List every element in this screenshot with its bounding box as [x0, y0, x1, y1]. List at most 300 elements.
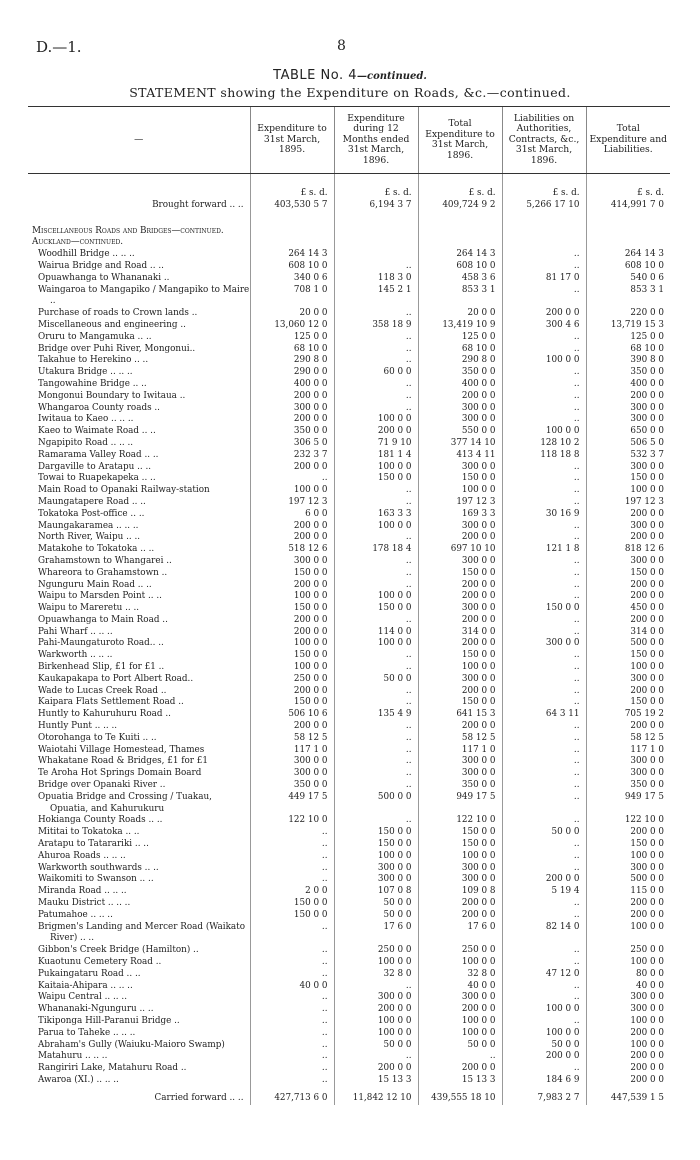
row-value-cell: 200 0 0 [418, 532, 502, 544]
row-value-cell: 150 0 0 [586, 697, 670, 709]
row-value-cell: 184 6 9 [502, 1075, 586, 1087]
row-value-cell: 58 12 5 [418, 733, 502, 745]
col-header-exp-12-months: Expenditure during 12 Months ended 31st March, 1896. [334, 107, 418, 174]
row-value-cell: .. [502, 898, 586, 910]
table-row [28, 898, 670, 910]
row-description: Iwitaua to Kaeo .. .. .. [38, 414, 134, 425]
row-description: Purchase of roads to Crown lands .. [38, 308, 198, 319]
row-description: Otorohanga to Te Kuiti .. .. [38, 732, 157, 743]
bf-cell: 414,991 7 0 [586, 200, 670, 212]
row-value-cell: 150 0 0 [586, 473, 670, 485]
row-value-cell: 150 0 0 [586, 650, 670, 662]
row-description: Waikomiti to Swanson .. .. [38, 874, 154, 885]
row-description: Mongonui Boundary to Iwitaua .. [38, 390, 186, 401]
row-value-cell: .. [502, 745, 586, 757]
row-value-cell: 125 0 0 [250, 332, 334, 344]
row-value-cell: 100 0 0 [250, 485, 334, 497]
row-value-cell: .. [502, 615, 586, 627]
row-value-cell: 125 0 0 [586, 332, 670, 344]
table-row [28, 521, 670, 533]
row-value-cell: 197 12 3 [250, 497, 334, 509]
row-value-cell: 250 0 0 [586, 945, 670, 957]
row-value-cell: 650 0 0 [586, 426, 670, 438]
table-row [28, 709, 670, 721]
table-row [28, 827, 670, 839]
row-value-cell: 200 0 0 [586, 910, 670, 922]
row-value-cell: .. [502, 733, 586, 745]
table-row [28, 992, 670, 1004]
row-value-cell: 818 12 6 [586, 544, 670, 556]
row-description: Gibbon's Creek Bridge (Hamilton) .. [38, 945, 199, 956]
units-desc [28, 174, 250, 200]
row-value-cell: .. [502, 721, 586, 733]
row-value-cell: 200 0 0 [250, 686, 334, 698]
row-value-cell: 377 14 10 [418, 438, 502, 450]
row-value-cell: 300 0 0 [586, 556, 670, 568]
row-value-cell: 17 6 0 [418, 922, 502, 946]
row-value-cell: 181 1 4 [334, 450, 418, 462]
table-row [28, 273, 670, 285]
page-number: 8 [337, 38, 346, 54]
row-value-cell: 250 0 0 [250, 674, 334, 686]
row-value-cell: 200 0 0 [418, 721, 502, 733]
row-description: Maungatapere Road .. .. [38, 496, 146, 507]
row-description: Main Road to Opanaki Railway-station [38, 485, 210, 496]
row-value-cell: 100 0 0 [250, 638, 334, 650]
row-value-cell: 350 0 0 [418, 367, 502, 379]
row-value-cell: .. [502, 650, 586, 662]
row-value-cell: 518 12 6 [250, 544, 334, 556]
row-value-cell: .. [502, 367, 586, 379]
row-value-cell: .. [502, 910, 586, 922]
table-title-suffix: —continued. [357, 71, 427, 82]
bf-cell: 403,530 5 7 [250, 200, 334, 212]
row-value-cell: .. [502, 662, 586, 674]
row-value-cell: 300 0 0 [250, 756, 334, 768]
table-row [28, 591, 670, 603]
row-value-cell: 47 12 0 [502, 969, 586, 981]
row-value-cell: 68 10 0 [250, 344, 334, 356]
row-value-cell: .. [250, 1075, 334, 1087]
row-description: Kaukapakapa to Port Albert Road.. [38, 673, 194, 684]
table-row [28, 367, 670, 379]
row-value-cell: 300 4 6 [502, 320, 586, 332]
row-value-cell: .. [334, 332, 418, 344]
row-value-cell: 100 0 0 [418, 485, 502, 497]
section-heading: Miscellaneous Roads and Bridges—continued. [32, 225, 224, 236]
table-row [28, 627, 670, 639]
row-description: Utakura Bridge .. .. .. [38, 367, 133, 378]
row-value-cell: 100 0 0 [586, 922, 670, 946]
row-value-cell: 300 0 0 [418, 603, 502, 615]
row-value-cell: 150 0 0 [334, 473, 418, 485]
cf-cell: 439,555 18 10 [418, 1087, 502, 1105]
table-row [28, 485, 670, 497]
row-value-cell: 30 16 9 [502, 509, 586, 521]
row-value-cell: .. [250, 969, 334, 981]
row-description: Ahuroa Roads .. .. .. [38, 850, 126, 861]
col-header-exp-to-1895: Expenditure to 31st March, 1895. [250, 107, 334, 174]
row-value-cell: 150 0 0 [418, 650, 502, 662]
row-value-cell: 150 0 0 [250, 898, 334, 910]
row-value-cell: .. [334, 780, 418, 792]
row-description: Wairua Bridge and Road .. .. [38, 260, 164, 271]
row-value-cell: 300 0 0 [586, 756, 670, 768]
row-value-cell: 200 0 0 [586, 1063, 670, 1075]
row-value-cell: .. [250, 863, 334, 875]
table-row [28, 308, 670, 320]
table-row [28, 403, 670, 415]
unit-cell: £ s. d. [334, 174, 418, 200]
table-row [28, 615, 670, 627]
row-value-cell: 58 12 5 [586, 733, 670, 745]
row-value-cell: .. [334, 556, 418, 568]
row-description: Warkworth .. .. .. [38, 650, 113, 661]
row-value-cell: 100 0 0 [502, 426, 586, 438]
table-row [28, 686, 670, 698]
row-value-cell: 60 0 0 [334, 367, 418, 379]
row-value-cell: .. [250, 839, 334, 851]
carried-forward-label: Carried forward .. .. [154, 1092, 244, 1103]
row-value-cell: 125 0 0 [418, 332, 502, 344]
row-value-cell: .. [502, 344, 586, 356]
row-value-cell: 200 0 0 [502, 874, 586, 886]
row-value-cell: .. [334, 580, 418, 592]
row-value-cell: 20 0 0 [418, 308, 502, 320]
row-value-cell: .. [502, 686, 586, 698]
row-value-cell: 200 0 0 [586, 532, 670, 544]
row-description: Pahi Wharf .. .. .. [38, 626, 113, 637]
table-title [0, 68, 700, 83]
row-description: Opuawhanga to Whananaki .. [38, 272, 170, 283]
row-value-cell: 200 0 0 [502, 1051, 586, 1063]
row-value-cell: 300 0 0 [586, 403, 670, 415]
row-value-cell: 200 0 0 [586, 1028, 670, 1040]
row-value-cell: .. [502, 261, 586, 273]
row-description: Warkworth southwards .. .. [38, 862, 159, 873]
row-value-cell: 200 0 0 [418, 638, 502, 650]
row-value-cell: 122 10 0 [250, 815, 334, 827]
row-value-cell: 949 17 5 [418, 792, 502, 816]
table-row [28, 414, 670, 426]
row-value-cell: 550 0 0 [418, 426, 502, 438]
row-value-cell: 150 0 0 [502, 603, 586, 615]
row-value-cell: 400 0 0 [586, 379, 670, 391]
row-value-cell: 300 0 0 [250, 768, 334, 780]
row-value-cell: 300 0 0 [586, 863, 670, 875]
row-value-cell: 118 3 0 [334, 273, 418, 285]
row-description: Ramarama Valley Road .. .. [38, 449, 159, 460]
row-value-cell: 197 12 3 [418, 497, 502, 509]
row-value-cell: 290 0 0 [250, 367, 334, 379]
cf-cell: 11,842 12 10 [334, 1087, 418, 1105]
row-value-cell: 169 3 3 [418, 509, 502, 521]
row-value-cell: 109 0 8 [418, 886, 502, 898]
table-row [28, 473, 670, 485]
row-value-cell: .. [334, 686, 418, 698]
row-value-cell: 300 0 0 [250, 556, 334, 568]
col-header-description: — [28, 107, 250, 174]
table-row [28, 556, 670, 568]
row-value-cell: 314 0 0 [418, 627, 502, 639]
table-header-row [28, 107, 670, 174]
row-value-cell: .. [502, 1016, 586, 1028]
carried-forward-row [28, 1087, 670, 1105]
table-row [28, 532, 670, 544]
table-row [28, 509, 670, 521]
row-value-cell: 200 0 0 [586, 827, 670, 839]
table-row [28, 780, 670, 792]
row-value-cell: 32 8 0 [418, 969, 502, 981]
table-row [28, 910, 670, 922]
row-value-cell: 200 0 0 [250, 627, 334, 639]
row-value-cell: 500 0 0 [334, 792, 418, 816]
row-value-cell: .. [502, 391, 586, 403]
brought-forward-label: Brought forward .. .. [152, 199, 244, 210]
row-value-cell: 50 0 0 [334, 910, 418, 922]
row-description: Brigmen's Landing and Mercer Road (Waikato River) .. .. [38, 921, 246, 944]
row-value-cell: 506 10 6 [250, 709, 334, 721]
row-value-cell: 122 10 0 [418, 815, 502, 827]
table-row [28, 851, 670, 863]
row-value-cell: 100 0 0 [334, 591, 418, 603]
row-value-cell: .. [502, 414, 586, 426]
row-value-cell: 100 0 0 [586, 851, 670, 863]
table-row [28, 603, 670, 615]
section-heading-row [28, 212, 670, 238]
cf-cell: 427,713 6 0 [250, 1087, 334, 1105]
row-value-cell: 300 0 0 [586, 992, 670, 1004]
row-description: Whangaroa County roads .. [38, 402, 160, 413]
unit-cell: £ s. d. [418, 174, 502, 200]
row-description: Takahue to Herekino .. .. [38, 355, 149, 366]
table-row [28, 945, 670, 957]
table-row [28, 426, 670, 438]
row-value-cell: 200 0 0 [586, 721, 670, 733]
row-value-cell: 350 0 0 [418, 780, 502, 792]
row-value-cell: 150 0 0 [418, 839, 502, 851]
row-value-cell: 40 0 0 [418, 981, 502, 993]
row-value-cell: 115 0 0 [586, 886, 670, 898]
row-value-cell: 350 0 0 [250, 426, 334, 438]
doc-reference: D.—1. [36, 38, 82, 56]
row-description: Rangiriri Lake, Matahuru Road .. [38, 1063, 187, 1074]
row-value-cell: 264 14 3 [418, 249, 502, 261]
row-value-cell: 300 0 0 [418, 674, 502, 686]
table-row [28, 344, 670, 356]
row-description: Oruru to Mangamuka .. .. [38, 331, 152, 342]
row-value-cell: 50 0 0 [502, 1040, 586, 1052]
row-value-cell: 200 0 0 [418, 898, 502, 910]
row-description: Aratapu to Tatarariki .. .. [38, 839, 149, 850]
row-value-cell: 200 0 0 [418, 686, 502, 698]
table-row [28, 462, 670, 474]
row-value-cell: 450 0 0 [586, 603, 670, 615]
row-value-cell: 608 10 0 [250, 261, 334, 273]
table-row [28, 580, 670, 592]
row-value-cell: 314 0 0 [586, 627, 670, 639]
row-value-cell: 250 0 0 [334, 945, 418, 957]
table-row [28, 981, 670, 993]
table-row [28, 662, 670, 674]
row-value-cell: 200 0 0 [586, 391, 670, 403]
row-value-cell: .. [502, 815, 586, 827]
row-value-cell: 200 0 0 [418, 591, 502, 603]
row-value-cell: 150 0 0 [418, 697, 502, 709]
table-row [28, 792, 670, 816]
row-value-cell: 300 0 0 [418, 874, 502, 886]
row-value-cell: 100 0 0 [418, 851, 502, 863]
row-value-cell: .. [250, 1028, 334, 1040]
row-value-cell: 114 0 0 [334, 627, 418, 639]
row-value-cell: 100 0 0 [334, 414, 418, 426]
row-value-cell: 300 0 0 [586, 414, 670, 426]
row-value-cell: 135 4 9 [334, 709, 418, 721]
brought-forward-row [28, 200, 670, 212]
row-description: Awaroa (XI.) .. .. .. [38, 1074, 119, 1085]
row-value-cell: .. [502, 591, 586, 603]
row-value-cell: .. [334, 497, 418, 509]
row-value-cell: 358 18 9 [334, 320, 418, 332]
row-value-cell: .. [250, 922, 334, 946]
row-value-cell: 300 0 0 [586, 462, 670, 474]
row-value-cell: 264 14 3 [586, 249, 670, 261]
row-value-cell: 200 0 0 [250, 521, 334, 533]
row-value-cell: 150 0 0 [586, 568, 670, 580]
table-row [28, 285, 670, 309]
table-row [28, 863, 670, 875]
table-row [28, 391, 670, 403]
row-value-cell: 300 0 0 [418, 403, 502, 415]
unit-cell: £ s. d. [502, 174, 586, 200]
row-value-cell: 300 0 0 [586, 768, 670, 780]
row-value-cell: 200 0 0 [586, 898, 670, 910]
row-value-cell: 150 0 0 [334, 827, 418, 839]
row-description: Mauku District .. .. .. [38, 898, 131, 909]
row-value-cell: 150 0 0 [418, 473, 502, 485]
row-description: Hokianga County Roads .. .. [38, 815, 163, 826]
row-description: Opuawhanga to Main Road .. [38, 614, 168, 625]
row-description: Whakatane Road & Bridges, £1 for £1 [38, 756, 208, 767]
col-header-liabilities: Liabilities on Authorities, Contracts, &c., 31st March, 1896. [502, 107, 586, 174]
row-description: Grahamstown to Whangarei .. [38, 555, 172, 566]
table-row [28, 874, 670, 886]
row-value-cell: .. [502, 556, 586, 568]
row-description: Whananaki-Ngunguru .. .. [38, 1004, 154, 1015]
row-value-cell: .. [334, 403, 418, 415]
row-description: Huntly to Kahuruhuru Road .. [38, 709, 171, 720]
row-value-cell: 500 0 0 [586, 638, 670, 650]
row-value-cell: 17 6 0 [334, 922, 418, 946]
row-value-cell: 100 0 0 [586, 1016, 670, 1028]
row-description: Wade to Lucas Creek Road .. [38, 685, 167, 696]
row-value-cell: 300 0 0 [418, 521, 502, 533]
row-value-cell: 350 0 0 [250, 780, 334, 792]
table-row [28, 568, 670, 580]
row-value-cell: 100 0 0 [334, 957, 418, 969]
row-description: Mititai to Tokatoka .. .. [38, 827, 140, 838]
row-value-cell: .. [334, 391, 418, 403]
row-description: Matahuru .. .. .. [38, 1051, 108, 1062]
row-value-cell: .. [250, 1004, 334, 1016]
row-description: Tokatoka Post-office .. .. [38, 508, 145, 519]
unit-cell: £ s. d. [586, 174, 670, 200]
table-row [28, 1040, 670, 1052]
row-value-cell: 50 0 0 [334, 674, 418, 686]
row-description: Dargaville to Aratapu .. .. [38, 461, 152, 472]
row-value-cell: 150 0 0 [250, 697, 334, 709]
row-value-cell: .. [502, 485, 586, 497]
row-value-cell: 400 0 0 [250, 379, 334, 391]
row-value-cell: .. [334, 815, 418, 827]
table-row [28, 355, 670, 367]
row-value-cell: 200 0 0 [586, 686, 670, 698]
row-value-cell: 100 0 0 [334, 851, 418, 863]
row-value-cell: 608 10 0 [586, 261, 670, 273]
row-description: Huntly Punt .. .. .. [38, 721, 118, 732]
row-value-cell: .. [250, 473, 334, 485]
row-value-cell: .. [250, 1016, 334, 1028]
row-description: Waipu Central .. .. .. [38, 992, 127, 1003]
table-row [28, 697, 670, 709]
row-description: Opuatia Bridge and Crossing / Tuakau, Opuatia, and Kahurukuru [38, 791, 212, 814]
row-value-cell: 64 3 11 [502, 709, 586, 721]
row-value-cell: 100 0 0 [334, 1016, 418, 1028]
units-row [28, 174, 670, 200]
row-value-cell: .. [502, 462, 586, 474]
table-row [28, 886, 670, 898]
row-description: Pahi-Maungaturoto Road.. .. [38, 638, 164, 649]
row-value-cell: .. [502, 674, 586, 686]
row-value-cell: 118 18 8 [502, 450, 586, 462]
row-value-cell: 163 3 3 [334, 509, 418, 521]
expenditure-table [28, 106, 670, 1105]
row-description: Patumahoe .. .. .. [38, 909, 113, 920]
bf-cell: 6,194 3 7 [334, 200, 418, 212]
row-value-cell: 150 0 0 [250, 650, 334, 662]
table-row [28, 1063, 670, 1075]
row-value-cell: 122 10 0 [586, 815, 670, 827]
row-value-cell: 413 4 11 [418, 450, 502, 462]
row-value-cell: .. [334, 379, 418, 391]
row-value-cell: .. [502, 473, 586, 485]
table-row [28, 450, 670, 462]
row-description: Ngunguru Main Road .. .. [38, 579, 152, 590]
row-value-cell: .. [334, 1051, 418, 1063]
row-value-cell: 50 0 0 [418, 1040, 502, 1052]
row-value-cell: 100 0 0 [502, 1004, 586, 1016]
row-value-cell: 150 0 0 [250, 910, 334, 922]
subsection-heading-row [28, 237, 670, 249]
row-value-cell: 100 0 0 [502, 355, 586, 367]
row-value-cell: .. [502, 756, 586, 768]
row-value-cell: 100 0 0 [334, 521, 418, 533]
row-value-cell: .. [334, 532, 418, 544]
row-value-cell: .. [250, 827, 334, 839]
row-value-cell: .. [250, 945, 334, 957]
row-value-cell: 100 0 0 [586, 662, 670, 674]
row-value-cell: .. [250, 992, 334, 1004]
row-value-cell: 340 0 6 [250, 273, 334, 285]
row-value-cell: 71 9 10 [334, 438, 418, 450]
row-value-cell: 200 0 0 [250, 462, 334, 474]
row-description: Bridge over Opanaki River .. [38, 780, 166, 791]
table-row [28, 756, 670, 768]
row-value-cell: 300 0 0 [418, 992, 502, 1004]
row-value-cell: .. [334, 485, 418, 497]
row-value-cell: 100 0 0 [418, 662, 502, 674]
row-value-cell: 300 0 0 [418, 756, 502, 768]
